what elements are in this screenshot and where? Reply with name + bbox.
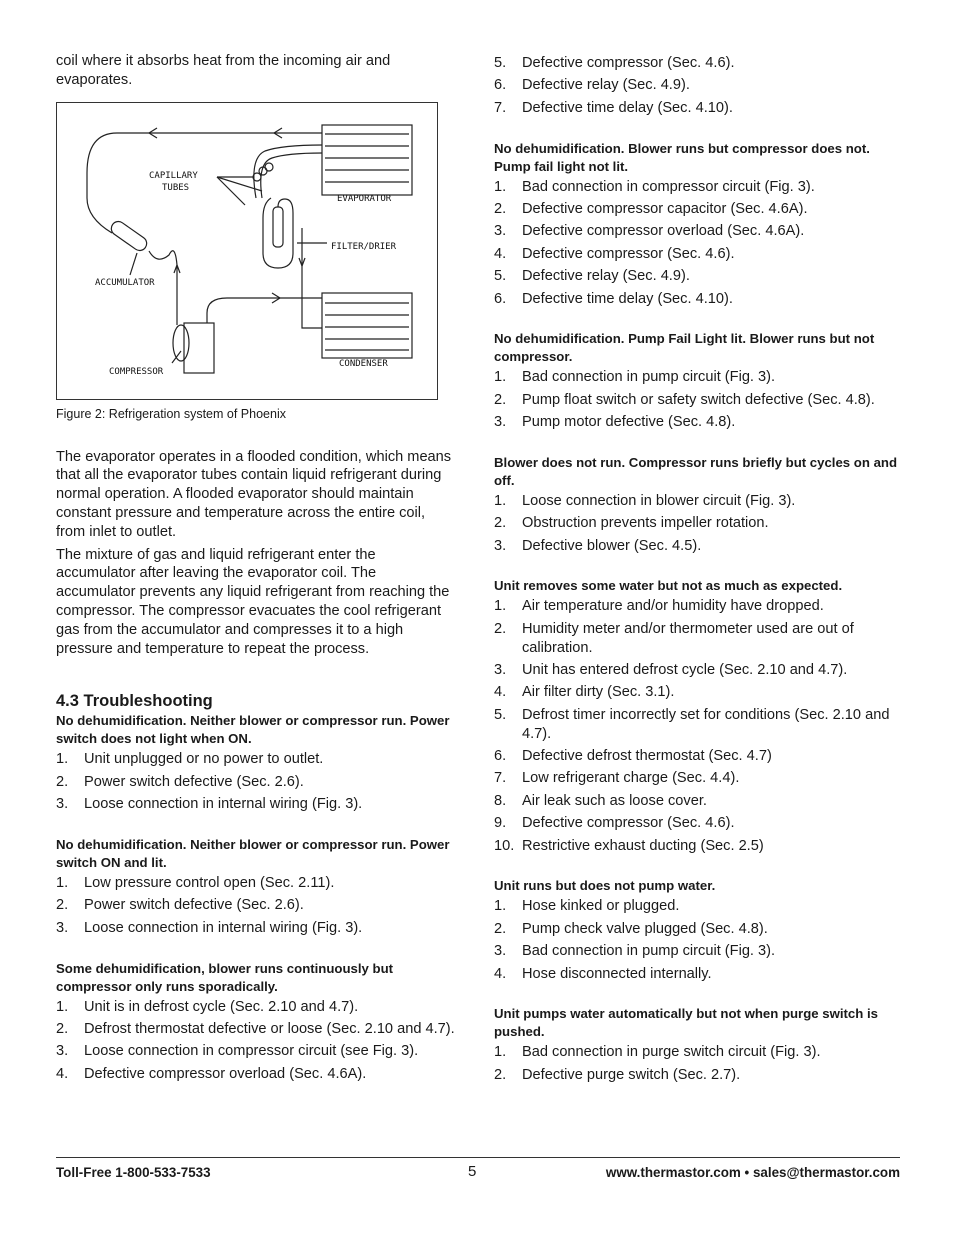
list-item-number: 2. xyxy=(494,1066,507,1083)
paragraph-evaporator: The evaporator operates in a flooded condition, which means that all the evaporator tubes contain liquid refrigerant during normal operation. A flooded evaporator should maintain constant pressure and temperature across the entire coil, from inlet to outlet. xyxy=(56,448,452,540)
list-item xyxy=(494,747,904,766)
list-item xyxy=(494,814,904,833)
refrigeration-diagram-svg xyxy=(57,103,437,399)
section-list xyxy=(494,897,904,983)
list-item xyxy=(56,795,458,814)
troubleshooting-section xyxy=(56,960,458,1084)
footer-phone: Toll-Free 1-800-533-7533 xyxy=(56,1165,211,1180)
list-item-text: Air filter dirty (Sec. 3.1). xyxy=(522,684,675,701)
list-item-number: 8. xyxy=(494,792,507,809)
list-item xyxy=(494,54,904,73)
list-item-number: 3. xyxy=(56,796,69,813)
label-accumulator: ACCUMULATOR xyxy=(95,277,155,288)
list-item-number: 3. xyxy=(494,537,507,554)
list-item-number: 1. xyxy=(494,178,507,195)
list-item xyxy=(56,874,458,893)
section-list xyxy=(494,1043,904,1084)
page-footer xyxy=(56,1157,900,1180)
list-item xyxy=(56,896,458,915)
section-title: No dehumidification. Neither blower or compressor run. Power switch does not light when ON. xyxy=(56,713,450,747)
page-number: 5 xyxy=(468,1163,477,1180)
section-list xyxy=(494,492,904,556)
label-capillary-2: TUBES xyxy=(162,182,190,193)
list-item-number: 3. xyxy=(494,662,507,679)
list-item xyxy=(494,391,904,410)
list-item-number: 3. xyxy=(494,414,507,431)
list-item xyxy=(494,1066,904,1085)
troubleshooting-section xyxy=(56,836,458,938)
list-item-number: 1. xyxy=(494,598,507,615)
section-list xyxy=(494,178,904,309)
list-item-text: Defective compressor capacitor (Sec. 4.6A). xyxy=(522,200,808,217)
list-item-number: 6. xyxy=(494,290,507,307)
list-item-text: Hose disconnected internally. xyxy=(522,965,712,982)
list-item xyxy=(494,245,904,264)
list-item-text: Defrost thermostat defective or loose (Sec. 2.10 and 4.7). xyxy=(84,1020,455,1037)
list-item xyxy=(494,706,904,744)
list-item-number: 1. xyxy=(56,998,69,1015)
list-item xyxy=(494,222,904,241)
list-item-text: Loose connection in internal wiring (Fig. 3). xyxy=(84,796,363,813)
troubleshooting-section xyxy=(494,577,904,855)
troubleshooting-section xyxy=(494,877,904,983)
list-item-text: Air temperature and/or humidity have dropped. xyxy=(522,598,824,615)
label-compressor: COMPRESSOR xyxy=(109,366,164,377)
list-item-text: Defective blower (Sec. 4.5). xyxy=(522,537,702,554)
list-item-number: 6. xyxy=(494,77,507,94)
section-title: No dehumidification. Pump Fail Light lit. Blower runs but not compressor. xyxy=(494,331,875,365)
list-item-text: Pump motor defective (Sec. 4.8). xyxy=(522,414,736,431)
right-troubleshooting-sections xyxy=(494,140,904,1085)
list-item-number: 5. xyxy=(494,706,507,723)
list-item xyxy=(494,514,904,533)
continued-list xyxy=(494,54,904,118)
section-heading: 4.3 Troubleshooting xyxy=(56,692,213,711)
troubleshooting-section xyxy=(494,140,904,309)
label-condenser: CONDENSER xyxy=(339,358,388,369)
list-item-number: 1. xyxy=(494,369,507,386)
list-item xyxy=(494,492,904,511)
list-item-number: 3. xyxy=(494,223,507,240)
list-item-text: Humidity meter and/or thermometer used are out of calibration. xyxy=(522,620,854,656)
list-item-number: 7. xyxy=(494,770,507,787)
list-item-text: Low pressure control open (Sec. 2.11). xyxy=(84,874,335,891)
list-item xyxy=(494,683,904,702)
list-item-number: 2. xyxy=(494,620,507,637)
list-item-text: Loose connection in internal wiring (Fig. 3). xyxy=(84,919,363,936)
list-item-text: Pump float switch or safety switch defective (Sec. 4.8). xyxy=(522,391,875,408)
list-item-number: 2. xyxy=(56,897,69,914)
list-item-number: 2. xyxy=(494,200,507,217)
list-item-text: Bad connection in pump circuit (Fig. 3). xyxy=(522,369,776,386)
list-item-text: Bad connection in purge switch circuit (Fig. 3). xyxy=(522,1044,821,1061)
list-item-text: Hose kinked or plugged. xyxy=(522,898,680,915)
list-item-number: 1. xyxy=(56,874,69,891)
list-item xyxy=(494,620,904,658)
list-item-text: Defective relay (Sec. 4.9). xyxy=(522,77,690,94)
section-title: No dehumidification. Blower runs but compressor does not. Pump fail light not lit. xyxy=(494,140,870,174)
accumulator-body xyxy=(109,218,150,252)
section-list xyxy=(56,874,458,938)
section-title: No dehumidification. Neither blower or compressor run. Power switch ON and lit. xyxy=(56,836,450,870)
list-item-text: Defective compressor overload (Sec. 4.6A). xyxy=(84,1065,367,1082)
paragraph-accumulator: The mixture of gas and liquid refrigerant enter the accumulator after leaving the evaporator coil. The accumulator prevents any liquid refrigerant from reaching the compressor. The compressor evacuates the cool refrigerant gas from the accumulator and compresses it to a high pressure and temperature to repeat the process. xyxy=(56,546,450,657)
list-item xyxy=(56,919,458,938)
list-item-number: 4. xyxy=(494,245,507,262)
list-item-number: 5. xyxy=(494,268,507,285)
section-list xyxy=(494,368,904,432)
list-item xyxy=(494,942,904,961)
list-item-text: Obstruction prevents impeller rotation. xyxy=(522,515,769,532)
list-item-number: 3. xyxy=(56,1043,69,1060)
list-item-number: 2. xyxy=(494,920,507,937)
list-item xyxy=(494,920,904,939)
list-item-number: 1. xyxy=(494,898,507,915)
section-list xyxy=(56,998,458,1084)
refrigeration-diagram xyxy=(56,102,438,400)
list-item-text: Defective compressor (Sec. 4.6). xyxy=(522,55,735,71)
list-item-number: 2. xyxy=(494,391,507,408)
list-item xyxy=(494,597,904,616)
list-item xyxy=(494,965,904,984)
footer-contact: www.thermastor.com • sales@thermastor.com xyxy=(605,1165,900,1180)
right-column xyxy=(494,52,904,1088)
list-item-text: Defective compressor (Sec. 4.6). xyxy=(522,815,735,832)
evaporator-coil xyxy=(322,125,412,195)
section-title: Blower does not run. Compressor runs briefly but cycles on and off. xyxy=(494,454,898,488)
list-item xyxy=(494,537,904,556)
list-item-number: 1. xyxy=(56,751,69,768)
list-item xyxy=(494,200,904,219)
list-item-text: Defective compressor overload (Sec. 4.6A). xyxy=(522,223,805,240)
list-item-text: Defrost timer incorrectly set for conditions (Sec. 2.10 and 4.7). xyxy=(522,706,890,742)
list-item xyxy=(494,837,904,856)
label-evaporator: EVAPORATOR xyxy=(337,193,392,204)
list-item-text: Loose connection in compressor circuit (see Fig. 3). xyxy=(84,1043,419,1060)
list-item xyxy=(494,1043,904,1062)
list-item-number: 4. xyxy=(494,965,507,982)
list-item-number: 1. xyxy=(494,492,507,509)
figure-caption: Figure 2: Refrigeration system of Phoenix xyxy=(56,406,286,421)
list-item xyxy=(494,661,904,680)
list-item-text: Loose connection in blower circuit (Fig. 3). xyxy=(522,492,796,509)
list-item xyxy=(494,290,904,309)
list-item xyxy=(494,368,904,387)
section-title: Some dehumidification, blower runs continuously but compressor only runs sporadically. xyxy=(56,960,394,994)
list-item-number: 1. xyxy=(494,1044,507,1061)
troubleshooting-section xyxy=(56,712,458,814)
troubleshooting-section xyxy=(494,330,904,432)
list-item-text: Defective time delay (Sec. 4.10). xyxy=(522,290,733,307)
list-item xyxy=(494,76,904,95)
list-item-text: Defective compressor (Sec. 4.6). xyxy=(522,245,735,262)
list-item-text: Low refrigerant charge (Sec. 4.4). xyxy=(522,770,740,787)
list-item-text: Bad connection in pump circuit (Fig. 3). xyxy=(522,943,776,960)
list-item-text: Unit is in defrost cycle (Sec. 2.10 and 4.7). xyxy=(84,998,359,1015)
list-item xyxy=(494,769,904,788)
section-list xyxy=(494,597,904,855)
list-item-text: Unit unplugged or no power to outlet. xyxy=(84,751,324,768)
list-item xyxy=(56,1065,458,1084)
list-item-number: 3. xyxy=(56,919,69,936)
list-item-text: Bad connection in compressor circuit (Fig. 3). xyxy=(522,178,815,195)
list-item xyxy=(494,99,904,118)
section-list xyxy=(56,750,458,814)
list-item-text: Unit has entered defrost cycle (Sec. 2.10 and 4.7). xyxy=(522,662,848,679)
list-item xyxy=(56,1020,458,1039)
list-item-text: Defective relay (Sec. 4.9). xyxy=(522,268,690,285)
list-item-text: Restrictive exhaust ducting (Sec. 2.5) xyxy=(522,837,764,854)
list-item-text: Defective purge switch (Sec. 2.7). xyxy=(522,1066,741,1083)
list-item xyxy=(494,413,904,432)
list-item-number: 9. xyxy=(494,815,507,832)
left-troubleshooting-sections xyxy=(56,712,458,1083)
list-item xyxy=(494,897,904,916)
list-item-text: Defective time delay (Sec. 4.10). xyxy=(522,99,733,116)
list-item-number: 2. xyxy=(56,1020,69,1037)
list-item-number: 2. xyxy=(56,773,69,790)
list-item-text: Defective defrost thermostat (Sec. 4.7) xyxy=(522,748,772,765)
list-item-number: 4. xyxy=(494,684,507,701)
list-item xyxy=(56,750,458,769)
list-item-text: Pump check valve plugged (Sec. 4.8). xyxy=(522,920,768,937)
list-item-number: 2. xyxy=(494,515,507,532)
list-item xyxy=(494,792,904,811)
left-column xyxy=(56,52,458,1087)
list-item xyxy=(56,773,458,792)
section-title: Unit pumps water automatically but not when purge switch is pushed. xyxy=(494,1006,878,1040)
troubleshooting-section xyxy=(494,1005,904,1084)
list-item-text: Power switch defective (Sec. 2.6). xyxy=(84,773,304,790)
list-item xyxy=(494,267,904,286)
list-item-number: 4. xyxy=(56,1065,69,1082)
list-item-text: Air leak such as loose cover. xyxy=(522,792,707,809)
list-item-number: 6. xyxy=(494,748,507,765)
list-item xyxy=(494,178,904,197)
list-item xyxy=(56,1042,458,1061)
filter-drier xyxy=(273,207,283,247)
label-filter-drier: FILTER/DRIER xyxy=(331,241,397,252)
list-item-number: 7. xyxy=(494,99,507,116)
list-item-number: 3. xyxy=(494,943,507,960)
intro-text: coil where it absorbs heat from the incoming air and evaporates. xyxy=(56,53,391,88)
list-item-number: 10. xyxy=(494,837,515,854)
list-item xyxy=(56,998,458,1017)
section-title: Unit removes some water but not as much as expected. xyxy=(494,578,843,594)
list-item-text: Power switch defective (Sec. 2.6). xyxy=(84,897,304,914)
label-capillary-1: CAPILLARY xyxy=(149,170,198,181)
troubleshooting-section xyxy=(494,454,904,556)
section-title: Unit runs but does not pump water. xyxy=(494,878,716,894)
list-item-number: 5. xyxy=(494,55,507,71)
